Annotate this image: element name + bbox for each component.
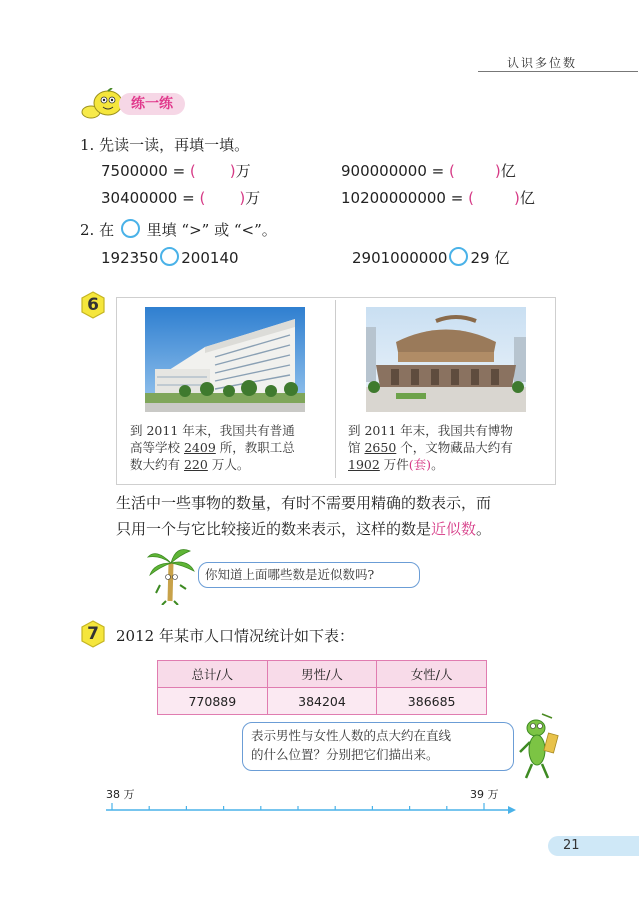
right-caption-text: 个，文物藏品大约有 [396,440,513,455]
paragraph-line-2 [116,516,556,542]
close-paren: ) [229,162,236,180]
right-caption-text: 。 [431,457,444,472]
numberline-right-label: 39 万 [470,788,499,801]
value-male: 384204 [267,688,377,715]
q2-pair-2-left: 2901000000 [352,249,448,267]
question-bubble: 你知道上面哪些数是近似数吗? [198,562,420,588]
university-building-image [145,307,305,412]
q2-prompt-b: 里填 “>” 或 “<”。 [146,221,277,239]
right-caption-line-3 [348,456,548,473]
q2-pair-2-right: 29 亿 [470,249,510,267]
page-number: 21 [563,838,580,853]
keyword-approximate-number: 近似数 [431,520,477,538]
definition-paragraph [116,490,556,542]
q2-pair-1-right: 200140 [181,249,239,267]
numberline-question-bubble [242,722,514,771]
paragraph-line-1: 生活中一些事物的数量，有时不需要用精确的数表示，而 [116,494,492,512]
q2-pair-1-left: 192350 [101,249,159,267]
q1-item-1-unit: )万 [229,162,251,180]
value-female: 386685 [377,688,487,715]
page-number-band [548,836,639,856]
practice-badge [79,88,191,118]
numberline-left-label: 38 万 [106,788,135,801]
table-row [158,688,487,715]
school-count: 2409 [183,440,216,455]
q2-prompt [80,219,277,240]
photo-box-divider [335,300,336,478]
q1-item-3-unit: )万 [239,189,261,207]
close-paren: ) [494,162,501,180]
right-caption-line-2 [348,439,548,456]
open-paren: ( [449,162,455,180]
set-unit: (套) [408,457,432,472]
number-line[interactable] [100,800,520,820]
q1-item-3 [101,187,260,208]
q1-item-2-num: 900000000 = ( [341,162,455,180]
value-total: 770889 [158,688,268,715]
example-7-number: 7 [87,624,99,644]
left-caption-text: 万人。 [207,457,250,472]
left-caption-text: 所，教职工总 [215,440,295,455]
open-paren: ( [468,189,474,207]
museum-count: 2650 [364,440,397,455]
left-caption-line-1: 到 2011 年末，我国共有普通 [130,423,295,438]
palm-tree-mascot-icon [146,543,196,605]
example-6-number: 6 [87,295,99,315]
example-7-title: 2012 年某市人口情况统计如下表： [116,627,354,645]
compare-circle-blank[interactable] [160,247,179,266]
left-caption-line-2 [130,439,315,456]
museum-image [366,307,526,412]
header-female: 女性/人 [377,661,487,688]
q1-item-1 [101,160,251,181]
q1-item-4 [341,187,535,208]
grasshopper-mascot-icon [512,712,560,782]
header-total: 总计/人 [158,661,268,688]
left-caption [130,422,315,473]
number-line-arrow-icon [508,806,516,814]
q1-item-2 [341,160,516,181]
q1-item-4-num: 10200000000 = ( [341,189,474,207]
staff-count: 220 [183,457,208,472]
close-paren: ) [239,189,246,207]
relic-count: 1902 [348,457,380,472]
right-caption [348,422,548,473]
population-table [157,660,487,715]
q2-pair-1 [101,247,239,267]
q1-prompt: 1. 先读一读，再填一填。 [80,136,250,154]
chapter-title: 认识多位数 [506,56,577,70]
left-caption-line-3 [130,456,315,473]
right-caption-text: 万件 [379,457,409,472]
header-male: 男性/人 [267,661,377,688]
bubble-line-1: 表示男性与女性人数的点大约在直线 [251,728,452,743]
q1-item-2-unit: )亿 [494,162,516,180]
bubble-line-2: 的什么位置？分别把它们描出来。 [251,747,439,762]
header-rule [478,71,638,72]
table-header-row [158,661,487,688]
q1-item-3-num: 30400000 = ( [101,189,206,207]
practice-label: 练一练 [119,93,185,115]
paragraph-text: 。 [476,520,492,538]
close-paren: ) [513,189,520,207]
q1-item-1-num: 7500000 = ( [101,162,196,180]
example-7-badge [80,620,106,648]
open-paren: ( [199,189,206,207]
q1-item-4-unit: )亿 [513,189,535,207]
paragraph-text: 只用一个与它比较接近的数来表示，这样的数是 [116,520,432,538]
compare-circle-icon [121,219,140,238]
right-caption-text: 馆 [348,440,365,455]
left-caption-text: 高等学校 [130,440,184,455]
open-paren: ( [189,162,196,180]
number-line-ticks [112,803,484,810]
q2-pair-2 [352,247,509,268]
left-caption-text: 数大约有 [130,457,184,472]
example-6-badge [80,291,106,319]
right-caption-line-1: 到 2011 年末，我国共有博物 [348,423,513,438]
q2-prompt-a: 2. 在 [80,221,115,239]
compare-circle-blank[interactable] [449,247,468,266]
